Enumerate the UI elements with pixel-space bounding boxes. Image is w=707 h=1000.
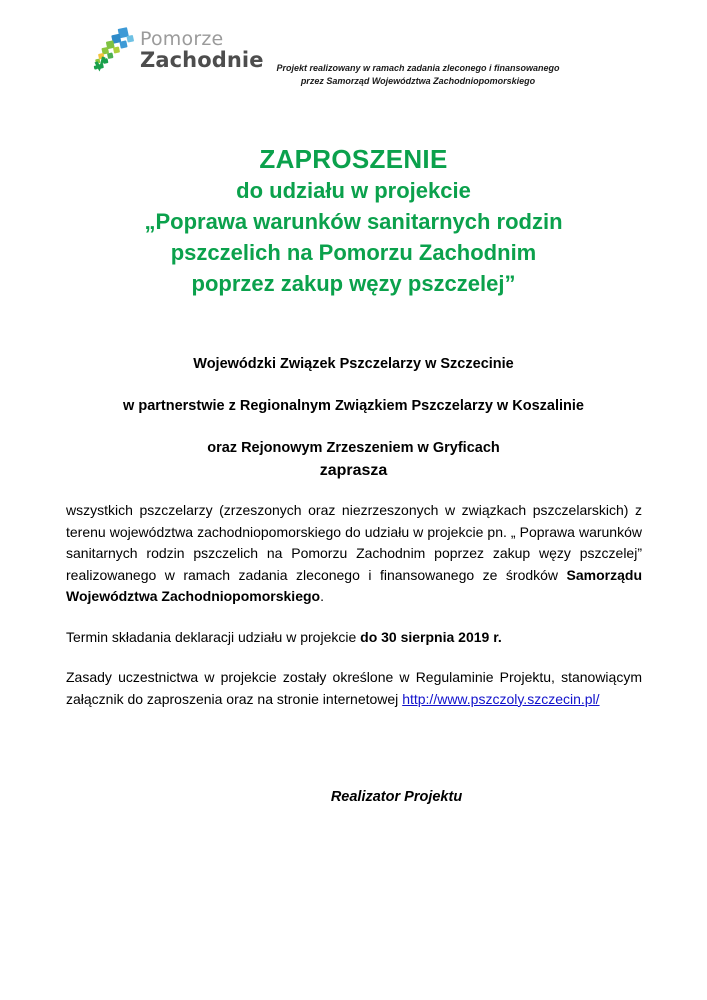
page-title [0, 143, 707, 299]
signature-block [0, 789, 707, 805]
title-line-4: poprzez zakup węzy pszczelej” [191, 271, 516, 296]
paragraph-1-tail: . [320, 588, 324, 604]
funding-note [238, 62, 598, 88]
logo-word-pomorze: Pomorze [140, 27, 224, 50]
invite-verb: zaprasza [319, 462, 388, 479]
funding-note-line-1: Projekt realizowany w ramach zadania zleconego i finansowanego [276, 63, 560, 73]
title-heading: ZAPROSZENIE [259, 144, 448, 174]
funding-note-line-2: przez Samorząd Województwa Zachodniopomorskiego [300, 76, 536, 86]
document-header [0, 24, 707, 88]
title-line-2: „Poprawa warunków sanitarnych rodzin [144, 209, 563, 234]
signature-text: Realizator Projektu [330, 789, 463, 805]
title-line-1: do udziału w projekcie [236, 178, 471, 203]
organisation-line-1: Wojewódzki Związek Pszczelarzy w Szczecinie [193, 356, 514, 372]
rules-text: Zasady uczestnictwa w projekcie zostały określone w Regulaminie Projektu, stanowiącym załącznik do zaproszenia oraz na stronie internetowej [66, 669, 642, 707]
logo-mark-icon [92, 26, 136, 74]
deadline-text: Termin składania deklaracji udziału w projekcie [66, 628, 361, 645]
project-website-link[interactable]: http://www.pszczoly.szczecin.pl/ [402, 690, 600, 707]
document-body [66, 500, 642, 710]
body-paragraph-deadline [66, 627, 642, 649]
deadline-date: do 30 sierpnia 2019 r. [360, 628, 502, 645]
organisation-line-2: w partnerstwie z Regionalnym Związkiem Pszczelarzy w Koszalinie [123, 398, 584, 414]
body-paragraph-rules [66, 667, 642, 710]
paragraph-1-text: wszystkich pszczelarzy (zrzeszonych oraz niezrzeszonych w związkach pszczelarskich) z terenu województwa zachodniopomorskiego do udziału w projekcie pn. „ Poprawa warunków sanitarnych rodzin pszczelich na Pomorzu Zachodnim poprzez zakup węzy pszczelej” realizowanego w ramach zadania zleconego i finansowanego ze środków [66, 502, 642, 583]
title-line-3: pszczelich na Pomorzu Zachodnim [170, 240, 537, 265]
logo-word-zachodnie: Zachodnie [140, 47, 264, 72]
paragraph-1-bold: Samorządu Województwa Zachodniopomorskiego [66, 566, 642, 604]
body-paragraph-1 [66, 500, 642, 608]
organisation-line-3: oraz Rejonowym Zrzeszeniem w Gryficach [207, 440, 500, 456]
